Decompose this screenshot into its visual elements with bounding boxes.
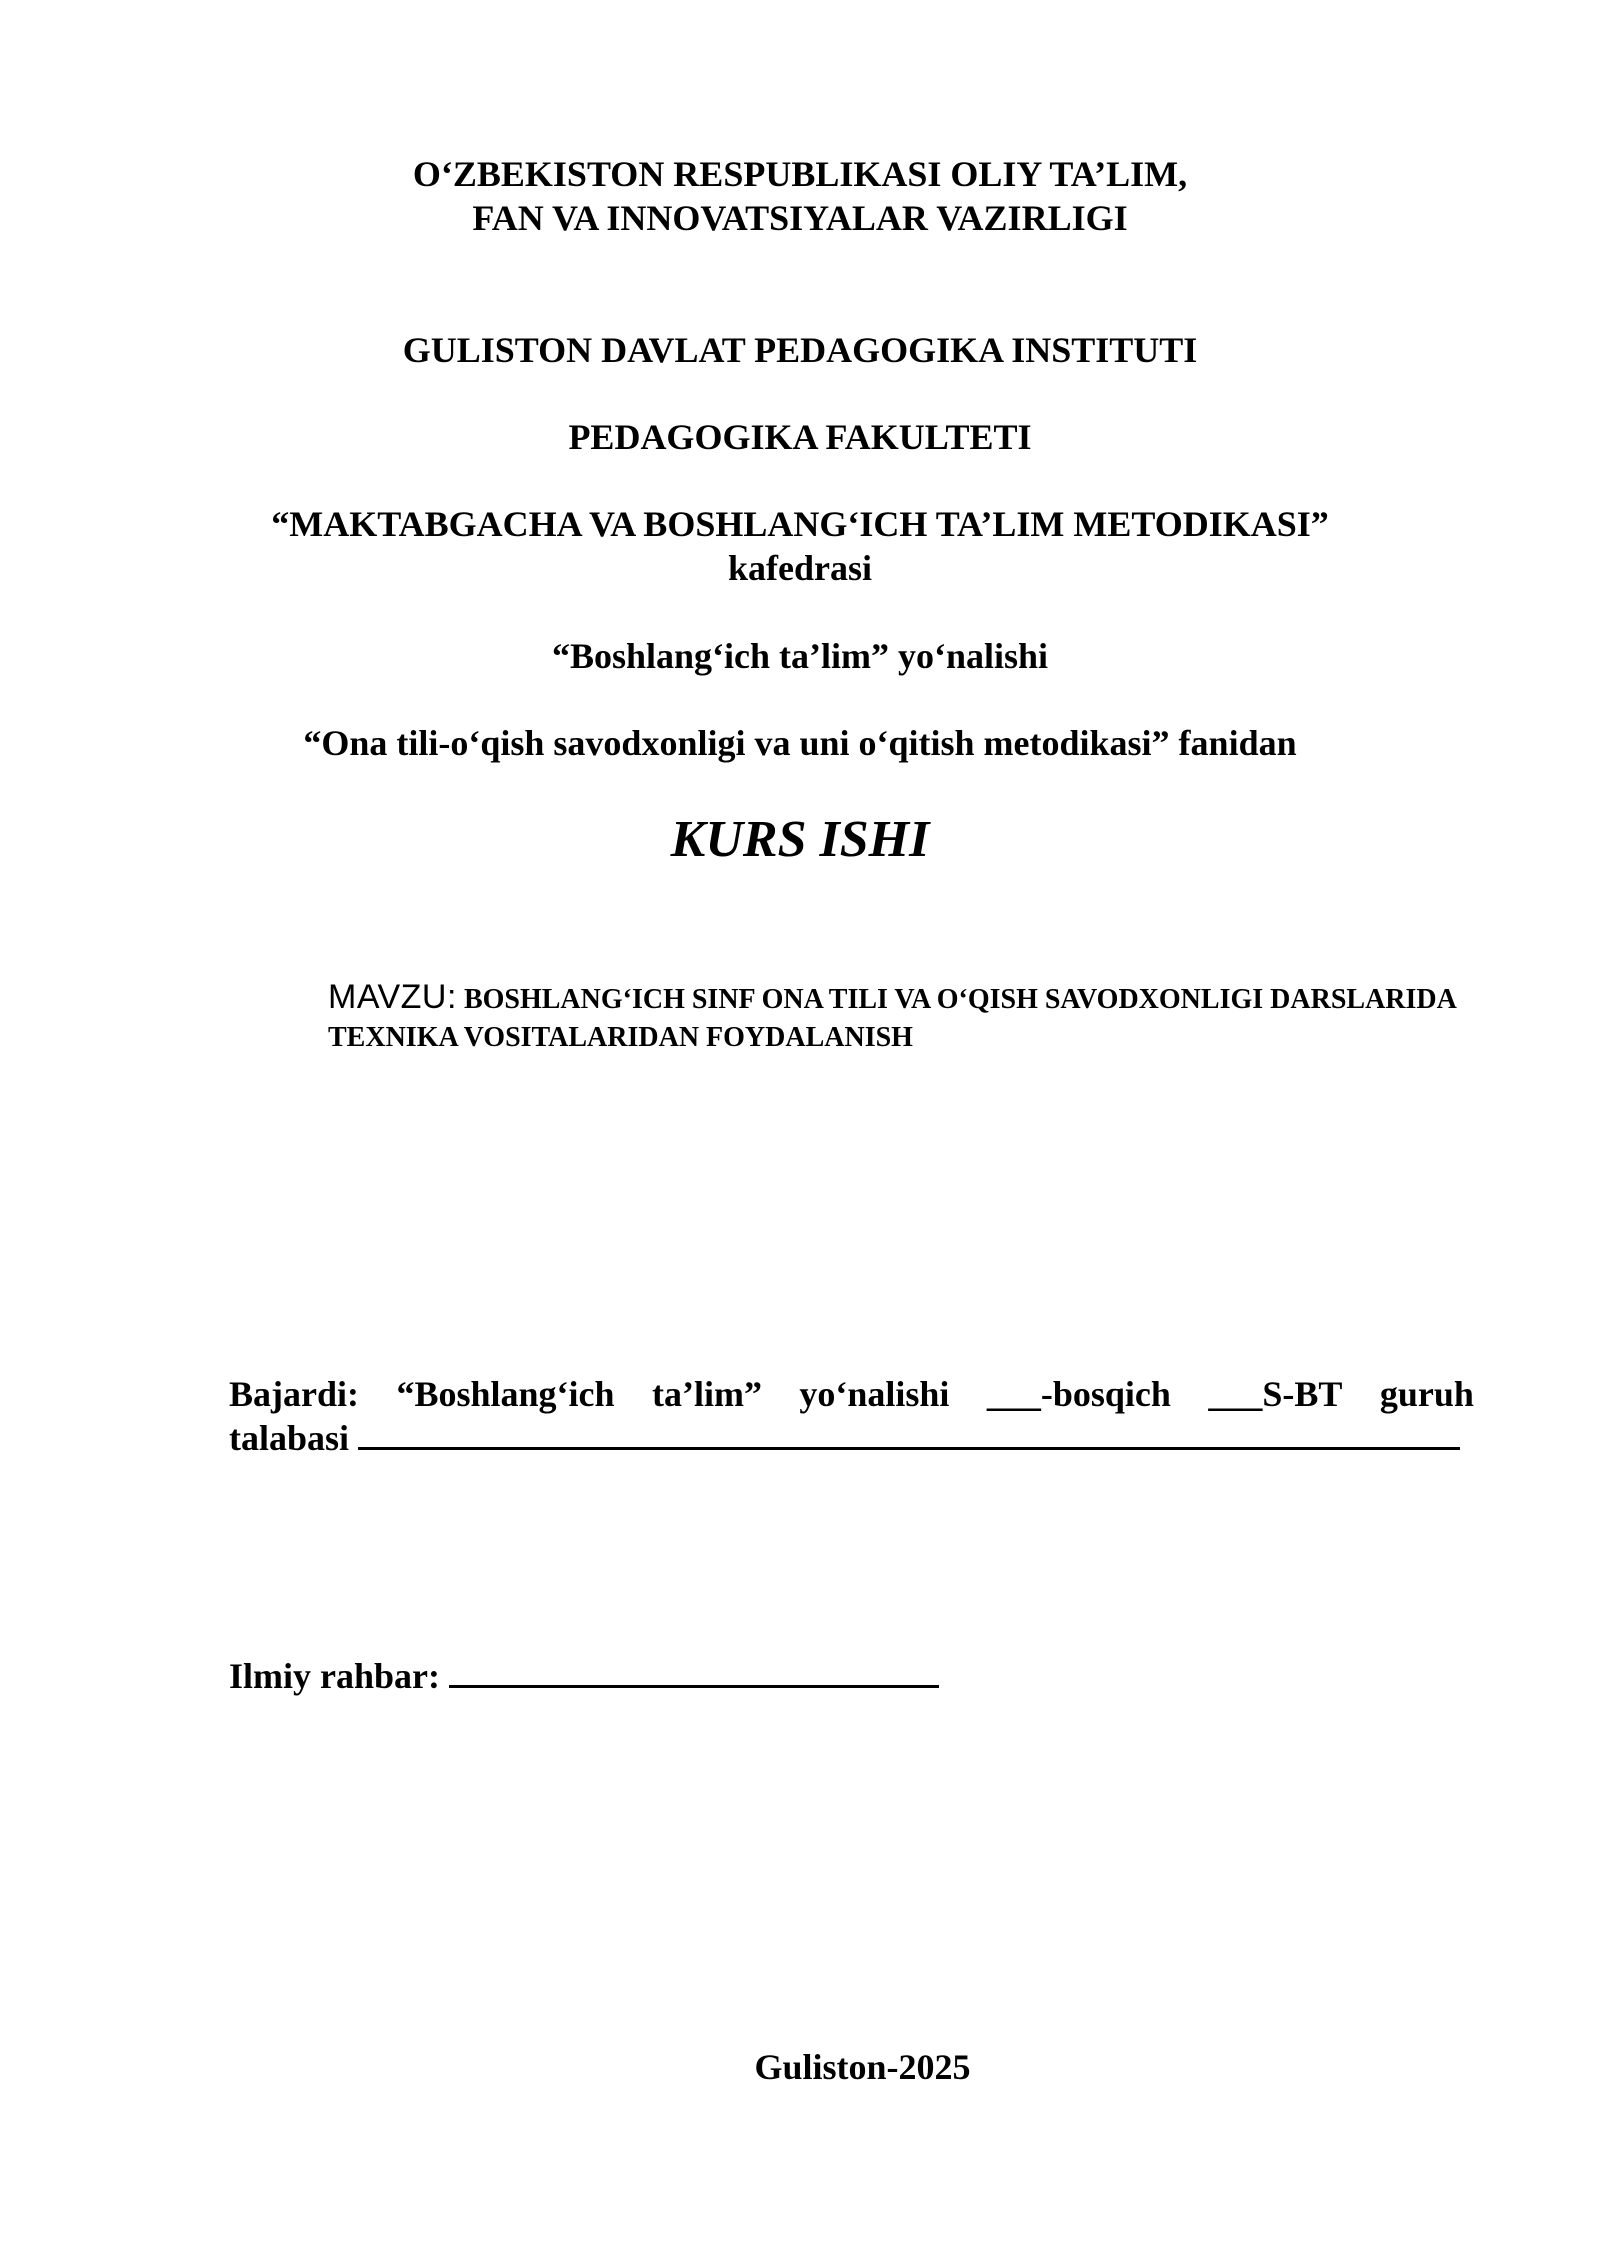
performer-word: ta’lim” [651, 1374, 762, 1414]
department-heading [0, 502, 1600, 590]
performer-line-2 [229, 1416, 1474, 1460]
performer-line-1 [229, 1372, 1474, 1416]
performer-word: “Boshlang‘ich [396, 1374, 615, 1414]
ministry-heading [0, 152, 1600, 240]
performer-word: yo‘nalishi [799, 1374, 950, 1414]
topic-label: MAVZU: [328, 978, 457, 1016]
faculty-name: PEDAGOGIKA FAKULTETI [568, 417, 1032, 457]
topic-block [328, 978, 1468, 1057]
supervisor-name-blank [449, 1655, 939, 1688]
performer-word: guruh [1379, 1374, 1474, 1414]
course-stage-blank: ___-bosqich [986, 1374, 1171, 1414]
group-blank: ___S-BT [1208, 1374, 1343, 1414]
ministry-line-2: FAN VA INNOVATSIYALAR VAZIRLIGI [472, 198, 1128, 238]
department-line-2: kafedrasi [728, 548, 872, 588]
supervisor-label: Ilmiy rahbar: [229, 1656, 440, 1696]
ministry-line-1: O‘ZBEKISTON RESPUBLIKASI OLIY TA’LIM, [412, 154, 1188, 194]
subject-name: “Ona tili-o‘qish savodxonligi va uni o‘qitish metodikasi” fanidan [303, 723, 1297, 763]
place-year: Guliston-2025 [754, 2047, 971, 2087]
performer-block [229, 1372, 1474, 1460]
student-label: talabasi [229, 1418, 350, 1458]
study-direction: “Boshlang‘ich ta’lim” yo‘nalishi [551, 636, 1049, 676]
work-type-title: KURS ISHI [670, 811, 930, 868]
performer-word: Bajardi: [229, 1374, 359, 1414]
supervisor-block [229, 1654, 939, 1698]
department-line-1: “MAKTABGACHA VA BOSHLANG‘ICH TA’LIM METODIKASI” [271, 504, 1329, 544]
topic-text: BOSHLANG‘ICH SINF ONA TILI VA O‘QISH SAVODXONLIGI DARSLARIDA TEXNIKA VOSITALARIDAN FOYDALANISH [328, 984, 1456, 1053]
student-name-blank [358, 1417, 1460, 1450]
institute-name: GULISTON DAVLAT PEDAGOGIKA INSTITUTI [402, 330, 1198, 370]
